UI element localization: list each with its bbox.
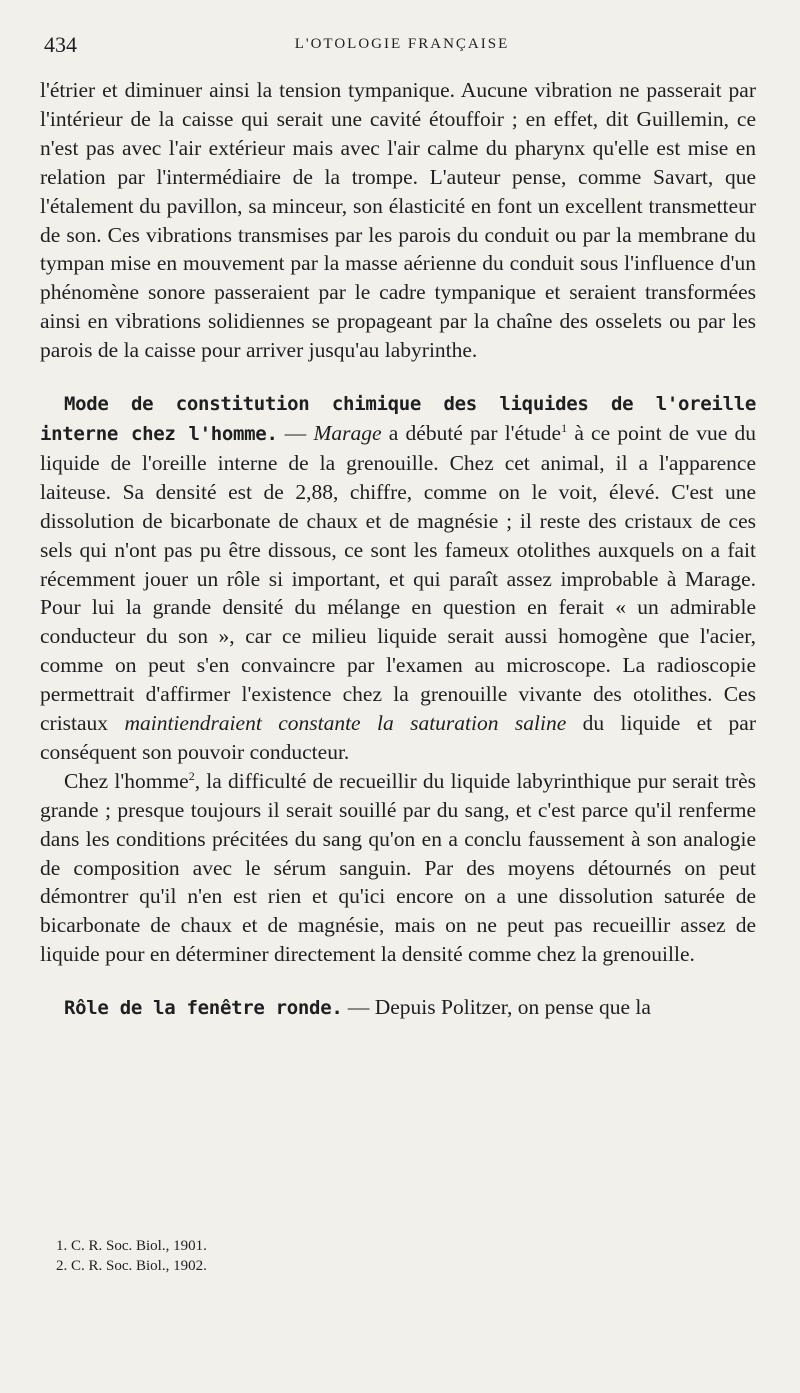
emphasis-text: maintiendraient constante la saturation saline (124, 711, 567, 736)
paragraph-text: a débuté par l'étude (381, 420, 562, 445)
paragraph-text: , la difficulté de recueillir du liquide labyrinthique pur serait très grande ; presque toujours il serait souillé par du sang, et c'est parce qu'il renferme dans les conditions précitées du sang qu'on en a conclu faussement à son analogie de composition avec le sérum sanguin. Par des moyens détournés on peut démontrer qu'il n'en est rien et qu'ici encore on a une dissolution saturée de bicarbonate de chaux et de magnésie, mais on ne peut pas recueillir assez de liquide pour en déterminer directement la densité comme chez la grenouille. (40, 768, 756, 967)
body-text (40, 76, 756, 1023)
footnote-ref: 1 (561, 420, 568, 435)
section-round-window (40, 993, 756, 1023)
section-heading: Rôle de la fenêtre ronde. (64, 997, 343, 1020)
paragraph-text: — Depuis Politzer, on pense que la (342, 995, 651, 1020)
running-title: L'OTOLOGIE FRANÇAISE (294, 36, 510, 52)
footnotes (56, 1236, 556, 1276)
em-dash: — (277, 420, 314, 445)
section-chemical-constitution (40, 389, 756, 767)
section-heading: Mode de constitution chimique des liquides de l'oreille interne chez l'homme. (40, 393, 756, 445)
paragraph-text: Chez l'homme (64, 768, 189, 793)
paragraph-text: du liquide et par conséquent son pouvoir conducteur. (40, 711, 756, 764)
footnote: 1. C. R. Soc. Biol., 1901. (56, 1238, 207, 1254)
author-name: Marage (313, 420, 382, 445)
footnote-ref: 2 (188, 768, 195, 783)
paragraph-human (40, 767, 756, 969)
paragraph-guillemin: l'étrier et diminuer ainsi la tension tympanique. Aucune vibration ne passerait par l'intérieur de la caisse qui serait une cavité étouffoir ; en effet, dit Guillemin, ce n'est pas avec l'air extérieur mais avec l'air calme du pharynx qu'elle est mise en relation par l'intermédiaire de la trompe. L'auteur pense, comme Savart, que l'étalement du pavillon, sa minceur, son élasticité en font un excellent transmetteur de son. Ces vibrations transmises par les parois du conduit ou par la membrane du tympan mise en mouvement par la masse aérienne du conduit sous l'influence d'un phénomène sonore passeraient par le cadre tympanique et seraient transformées ainsi en vibrations solidiennes se propageant par la chaîne des osselets ou par les parois de la caisse pour arriver jusqu'au labyrinthe. (40, 78, 756, 363)
paragraph-text: à ce point de vue du liquide de l'oreille interne de la grenouille. Chez cet animal, il a l'apparence laiteuse. Sa densité est de 2,88, chiffre, comme on le voit, élevé. C'est une dissolution de bicarbonate de chaux et de magnésie ; il reste des cristaux de ces sels qui n'ont pas pu être dissous, ce sont les fameux otolithes auxquels on a fait récemment jouer un rôle si important, et qui paraît assez improbable à Marage. Pour lui la grande densité du mélange en question en ferait « un admirable conducteur du son », car ce milieu liquide serait aussi homogène que l'acier, comme on peut s'en convaincre par l'examen au microscope. La radioscopie permettrait d'affirmer l'existence chez la grenouille vivante des otolithes. Ces cristaux (40, 420, 756, 736)
footnote: 2. C. R. Soc. Biol., 1902. (56, 1258, 207, 1274)
page-header (44, 32, 760, 62)
page-number: 434 (44, 32, 77, 57)
